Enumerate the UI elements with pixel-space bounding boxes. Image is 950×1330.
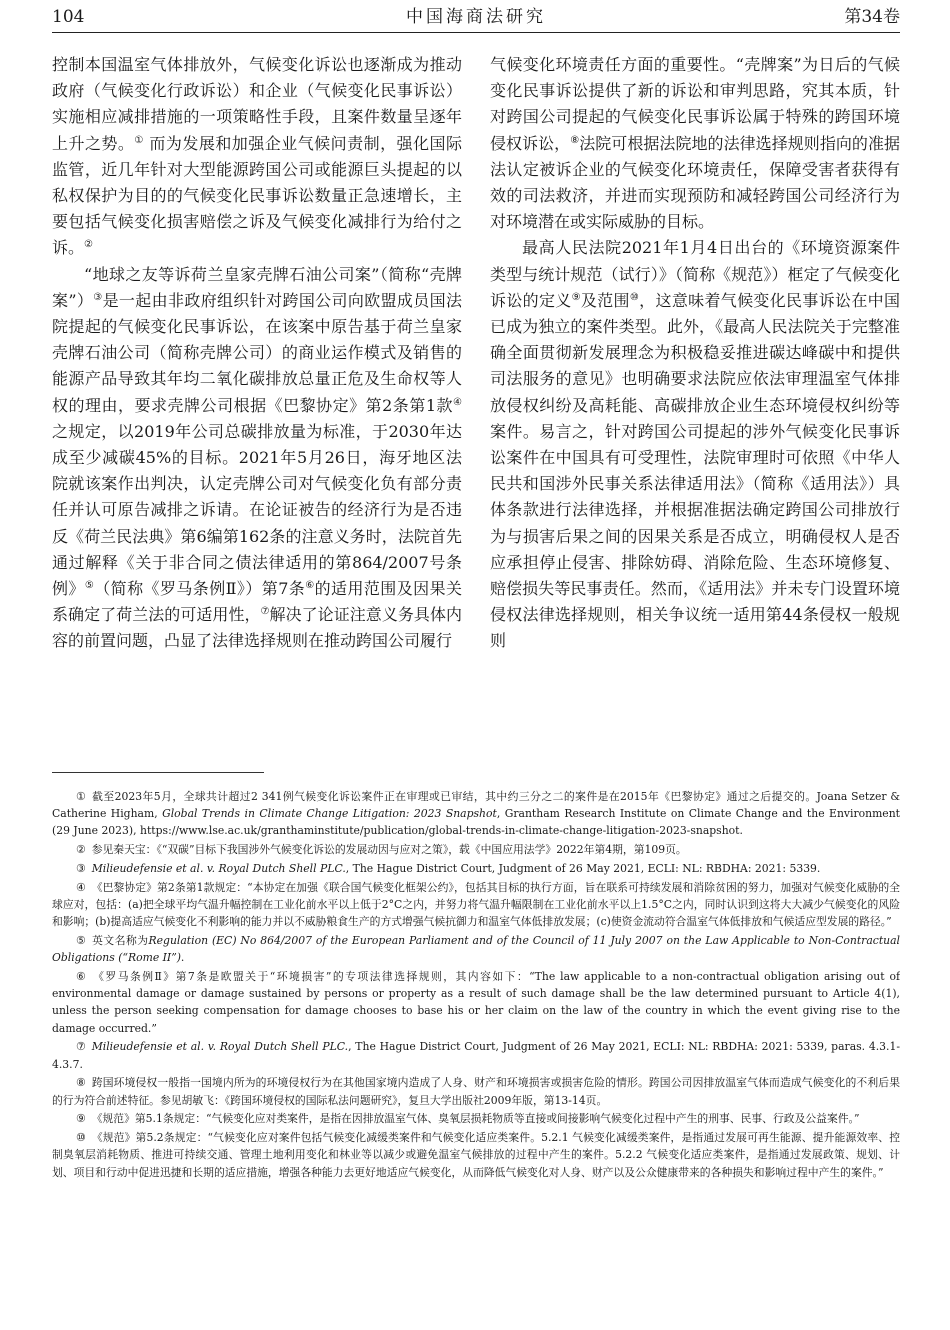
- footnote-ref[interactable]: ⑥: [305, 580, 315, 592]
- footnote-item: ④ 《巴黎协定》第2条第1款规定：“本协定在加强《联合国气候变化框架公约》，包括其目标的执行方面，旨在联系可持续发展和消除贫困的努力，加强对气候变化威胁的全球应对，包括：(a)把全球平均气温升幅控制在工业化前水平以上低于2°C之内，并努力将气温升幅限制在工业化前水平以上1.5°C之内，同时认识到这将大大减少气候变化的风险和影响；(b)提高适应气候变化不利影响的能力并以不威胁粮食生产的方式增强气候抗御力和温室气体低排放发展；(c)使资金流动符合温室气体低排放和气候适应型发展的路径。”: [52, 880, 900, 929]
- footnote-item: ③ Milieudefensie et al. v. Royal Dutch Shell PLC., The Hague District Court, Judgment of 26 May 2021, ECLI: NL: RBDHA: 2021: 5339.: [52, 860, 900, 877]
- footnote-mark: ⑦: [76, 1040, 86, 1054]
- footnote-ref[interactable]: ②: [84, 239, 93, 251]
- footnote-ref[interactable]: ⑩: [629, 291, 640, 303]
- header-rule: [52, 32, 900, 33]
- body-paragraph: 气候变化环境责任方面的重要性。“壳牌案”为日后的气候变化民事诉讼提供了新的诉讼和审判思路，究其本质，针对跨国公司提起的气候变化民事诉讼属于特殊的跨国环境侵权诉讼，⑧法院可根据法院地的法律选择规则指向的准据法认定被诉企业的气候变化环境责任，保障受害者获得有效的司法救济，并进而实现预防和减轻跨国公司经济行为对环境潜在或实际威胁的目标。: [490, 55, 900, 232]
- page-number: 104: [52, 7, 85, 27]
- footnote-item: ⑧ 跨国环境侵权一般指一国境内所为的环境侵权行为在其他国家境内造成了人身、财产和环境损害或损害危险的情形。跨国公司因排放温室气体而造成气候变化的不利后果的行为符合前述特征。参见胡敏飞：《跨国环境侵权的国际私法问题研究》，复旦大学出版社2009年版，第13-14页。: [52, 1076, 900, 1107]
- footnote-ref[interactable]: ③: [93, 291, 103, 303]
- footnote-mark: ③: [76, 862, 86, 875]
- footnote-separator: [52, 772, 264, 773]
- footnote-item: ① 截至2023年5月，全球共计超过2 341例气候变化诉讼案件正在审理或已审结，其中约三分之二的案件是在2015年《巴黎协定》通过之后提交的。Joana Setzer & Catherine Higham, Global Trends in Climate Change Litigation: 2023 Snapshot, Grantham Research Institute on Climate Change and the Environment (29 June 2023), https://www.lse.ac.uk/granthaminstitute/publication/global-trends-in-climate-change-litigation-2023-snapshot.: [52, 790, 900, 838]
- volume-label: 第34卷: [844, 7, 900, 27]
- footnote-mark: ⑨: [76, 1112, 86, 1126]
- body-paragraph: 控制本国温室气体排放外，气候变化诉讼也逐渐成为推动政府（气候变化行政诉讼）和企业（气候变化民事诉讼）实施相应减排措施的一项策略性手段，且案件数量呈逐年上升之势。① 而为发展和加强企业气候问责制，强化国际监管，近几年针对大型能源跨国公司或能源巨头提起的以私权保护为目的的气候变化民事诉讼数量正急速增长，主要包括气候变化损害赔偿之诉及气候变化减排行为给付之诉。②: [52, 55, 462, 258]
- page-header: [52, 4, 900, 30]
- body-paragraph: “地球之友等诉荷兰皇家壳牌石油公司案”（简称“壳牌案”）③是一起由非政府组织针对跨国公司向欧盟成员国法院提起的气候变化民事诉讼，在该案中原告基于荷兰皇家壳牌石油公司（简称壳牌公司）的商业运作模式及销售的能源产品导致其年均二氧化碳排放总量正危及生命权等人权的理由，要求壳牌公司根据《巴黎协定》第2条第1款④之规定，以2019年公司总碳排放量为标准，于2030年达成至少减碳45%的目标。2021年5月26日，海牙地区法院就该案作出判决，认定壳牌公司对气候变化负有部分责任并认可原告减排之诉请。在论证被告的经济行为是否违反《荷兰民法典》第6编第162条的注意义务时，法院首先通过解释《关于非合同之债法律适用的第864/2007号条例》⑤（简称《罗马条例Ⅱ》）第7条⑥的适用范围及因果关系确定了荷兰法的可适用性，⑦解决了论证注意义务具体内容的前置问题，凸显了法律选择规则在推动跨国公司履行: [52, 264, 462, 651]
- footnote-item: ⑥ 《罗马条例Ⅱ》第7条是欧盟关于“环境损害”的专项法律选择规则，其内容如下：“The law applicable to a non-contractual obligation arising out of environmental damage or damage sustained by persons or property as a result of such damage shall be the law determined pursuant to Article 4(1), unless the person seeking compensation for damage chooses to base his or her claim on the law of the country in which the event giving rise to the damage occurred.”: [52, 970, 900, 1035]
- footnote-mark: ④: [76, 880, 86, 894]
- footnote-mark: ⑥: [76, 970, 86, 983]
- footnote-item: ② 参见秦天宝：《“双碳”目标下我国涉外气候变化诉讼的发展动因与应对之策》，载《中国应用法学》2022年第4期，第109页。: [52, 841, 900, 858]
- body-paragraph: 最高人民法院2021年1月4日出台的《环境资源案件类型与统计规范（试行）》（简称《规范》）框定了气候变化诉讼的定义⑨及范围⑩，这意味着气候变化民事诉讼在中国已成为独立的案件类型。此外，《最高人民法院关于完整准确全面贯彻新发展理念为积极稳妥推进碳达峰碳中和提供司法服务的意见》也明确要求法院应依法审理温室气体排放侵权纠纷及高耗能、高碳排放企业生态环境侵权纠纷等案件。易言之，针对跨国公司提起的涉外气候变化民事诉讼案件在中国具有可受理性，法院审理时可依照《中华人民共和国涉外民事关系法律适用法》（简称《适用法》）具体条款进行法律选择，并根据准据法确定跨国公司排放行为与损害后果之间的因果关系是否成立，明确侵权人是否应承担停止侵害、排除妨碍、消除危险、生态环境修复、赔偿损失等民事责任。然而，《适用法》并未专门设置环境侵权法律选择规则，相关争议统一适用第44条侵权一般规则: [490, 238, 900, 651]
- footnote-ref[interactable]: ⑧: [570, 134, 580, 146]
- footnote-item: ⑤ 英文名称为Regulation (EC) No 864/2007 of the European Parliament and of the Council of 11 July 2007 on the Law Applicable to Non-Contractual Obligations (“Rome II”).: [52, 934, 900, 965]
- footnote-mark: ②: [76, 843, 86, 857]
- left-column: [52, 52, 462, 742]
- footnote-mark: ①: [76, 790, 86, 803]
- footnotes: [52, 788, 900, 1323]
- footnote-ref[interactable]: ④: [453, 396, 462, 408]
- footnote-ref[interactable]: ⑨: [571, 291, 581, 303]
- journal-title: 中国海商法研究: [406, 7, 546, 27]
- footnote-item: ⑦ Milieudefensie et al. v. Royal Dutch Shell PLC., The Hague District Court, Judgment of 26 May 2021, ECLI: NL: RBDHA: 2021: 5339, paras. 4.3.1-4.3.7.: [52, 1040, 900, 1071]
- right-column: [490, 52, 900, 742]
- footnote-ref[interactable]: ①: [134, 134, 144, 146]
- footnote-item: ⑩ 《规范》第5.2条规定：“气候变化应对案件包括气候变化减缓类案件和气候变化适应类案件。5.2.1 气候变化减缓类案件，是指通过发展可再生能源、提升能源效率、控制臭氧层消耗物质、推进可持续交通、管理土地利用变化和林业等以减少或避免温室气候排放的过程中产生的案件。5.2.2 气候变化适应类案件，是指通过发展政策、规划、计划、项目和行动中促进迅捷和长期的适应措施，增强各种能力去更好地适应气候变化，从而降低气候变化对人身、财产以及公众健康带来的各种损失和影响过程中产生的案件。”: [52, 1131, 900, 1179]
- footnote-ref[interactable]: ⑤: [84, 580, 95, 592]
- footnote-mark: ⑩: [76, 1131, 86, 1145]
- footnote-mark: ⑧: [76, 1076, 86, 1090]
- footnote-item: ⑨ 《规范》第5.1条规定：“气候变化应对类案件，是指在因排放温室气体、臭氧层损耗物质等直接或间接影响气候变化过程中产生的刑事、民事、行政及公益案件。”: [52, 1110, 900, 1127]
- footnote-ref[interactable]: ⑦: [260, 606, 270, 618]
- footnote-mark: ⑤: [76, 934, 86, 947]
